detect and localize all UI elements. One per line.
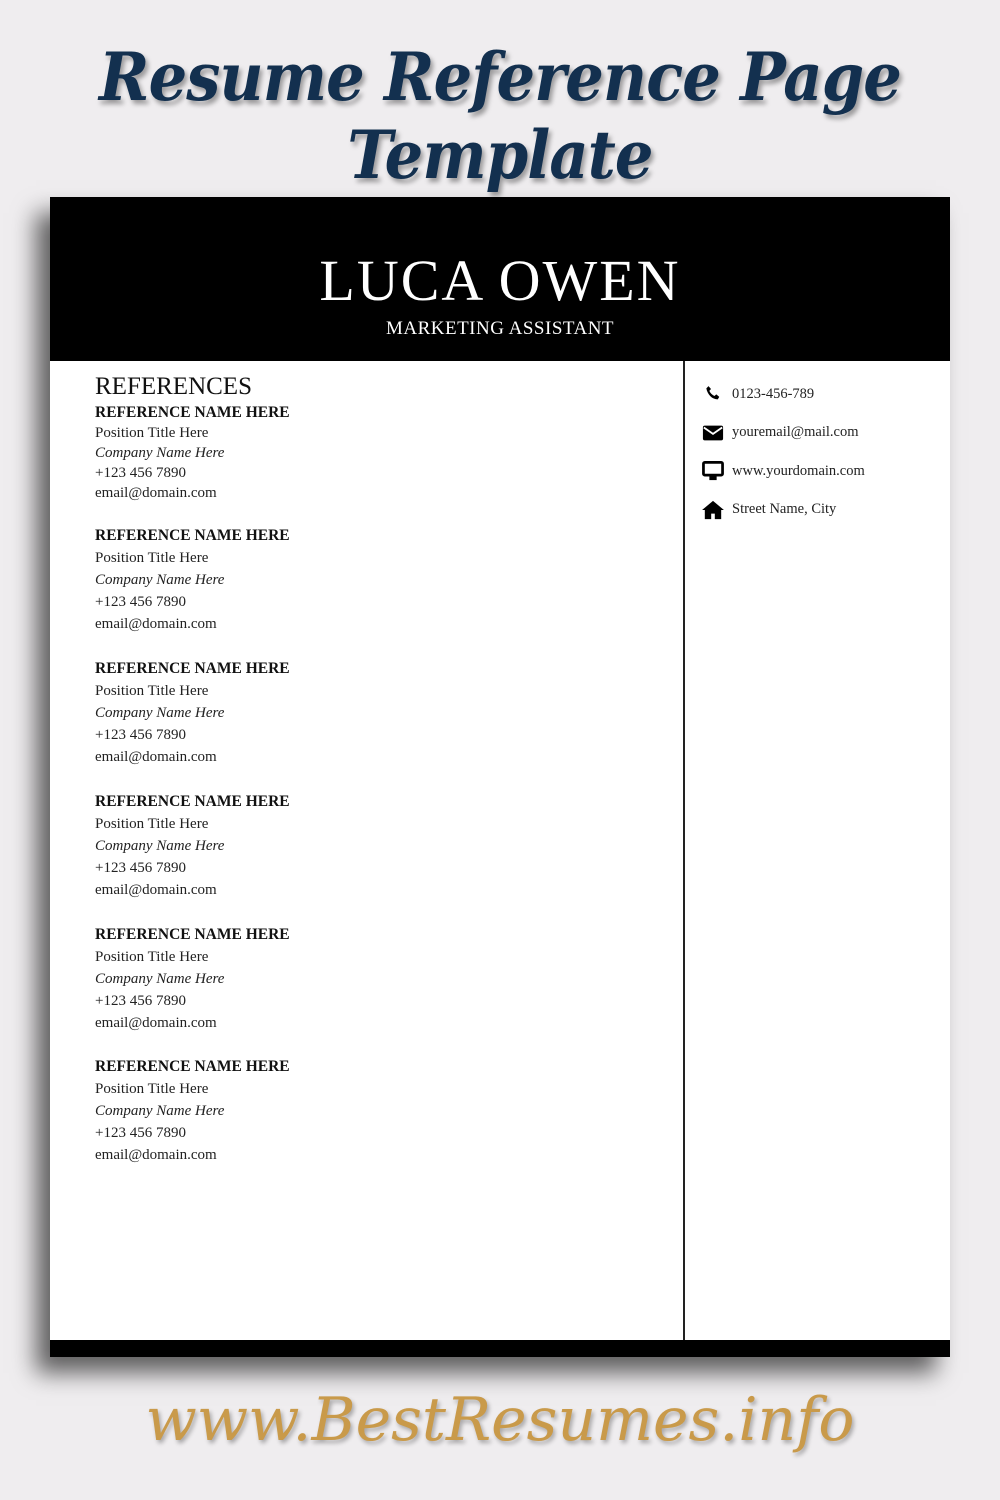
footer-url: www.BestResumes.info [145,1385,855,1455]
monitor-icon [702,461,724,481]
reference-entry [95,791,395,901]
footer-bar [50,1340,950,1357]
reference-entry [95,1056,395,1166]
resume-header [50,197,950,361]
reference-entry [95,924,395,1034]
reference-phone: +123 456 7890 [95,465,186,481]
reference-name: REFERENCE NAME HERE [95,926,290,943]
reference-position: Position Title Here [95,683,209,699]
reference-email: email@domain.com [95,749,217,765]
resume-page [50,197,950,1357]
reference-position: Position Title Here [95,425,209,441]
reference-email: email@domain.com [95,882,217,898]
references-section [95,373,290,1163]
reference-name: REFERENCE NAME HERE [95,1058,290,1075]
envelope-icon [702,423,724,443]
reference-email: email@domain.com [95,485,217,501]
reference-position: Position Title Here [95,550,209,566]
reference-company: Company Name Here [95,971,225,987]
reference-position: Position Title Here [95,816,209,832]
reference-name: REFERENCE NAME HERE [95,660,290,677]
home-icon [702,500,724,520]
reference-entry [95,403,395,503]
banner-title: Resume Reference Page Template [99,38,901,194]
reference-email: email@domain.com [95,616,217,632]
reference-phone: +123 456 7890 [95,727,186,743]
candidate-role: MARKETING ASSISTANT [385,318,615,339]
column-divider [683,361,685,1341]
reference-email: email@domain.com [95,1147,217,1163]
reference-name: REFERENCE NAME HERE [95,793,290,810]
reference-company: Company Name Here [95,1103,225,1119]
reference-entry [95,525,395,635]
contact-address: Street Name, City [702,491,865,530]
contact-phone: 0123-456-789 [702,375,865,414]
reference-phone: +123 456 7890 [95,594,186,610]
reference-company: Company Name Here [95,705,225,721]
reference-entry [95,658,395,768]
reference-position: Position Title Here [95,1081,209,1097]
section-title: REFERENCES [95,373,252,400]
contact-section [702,375,865,529]
reference-company: Company Name Here [95,445,225,461]
reference-company: Company Name Here [95,572,225,588]
reference-name: REFERENCE NAME HERE [95,527,290,544]
reference-position: Position Title Here [95,949,209,965]
candidate-name: LUCA OWEN [319,248,681,313]
reference-phone: +123 456 7890 [95,993,186,1009]
reference-email: email@domain.com [95,1015,217,1031]
reference-phone: +123 456 7890 [95,860,186,876]
reference-name: REFERENCE NAME HERE [95,404,290,421]
contact-email: youremail@mail.com [702,414,865,453]
reference-phone: +123 456 7890 [95,1125,186,1141]
reference-company: Company Name Here [95,838,225,854]
phone-icon [702,384,724,404]
contact-website: www.yourdomain.com [702,452,865,491]
